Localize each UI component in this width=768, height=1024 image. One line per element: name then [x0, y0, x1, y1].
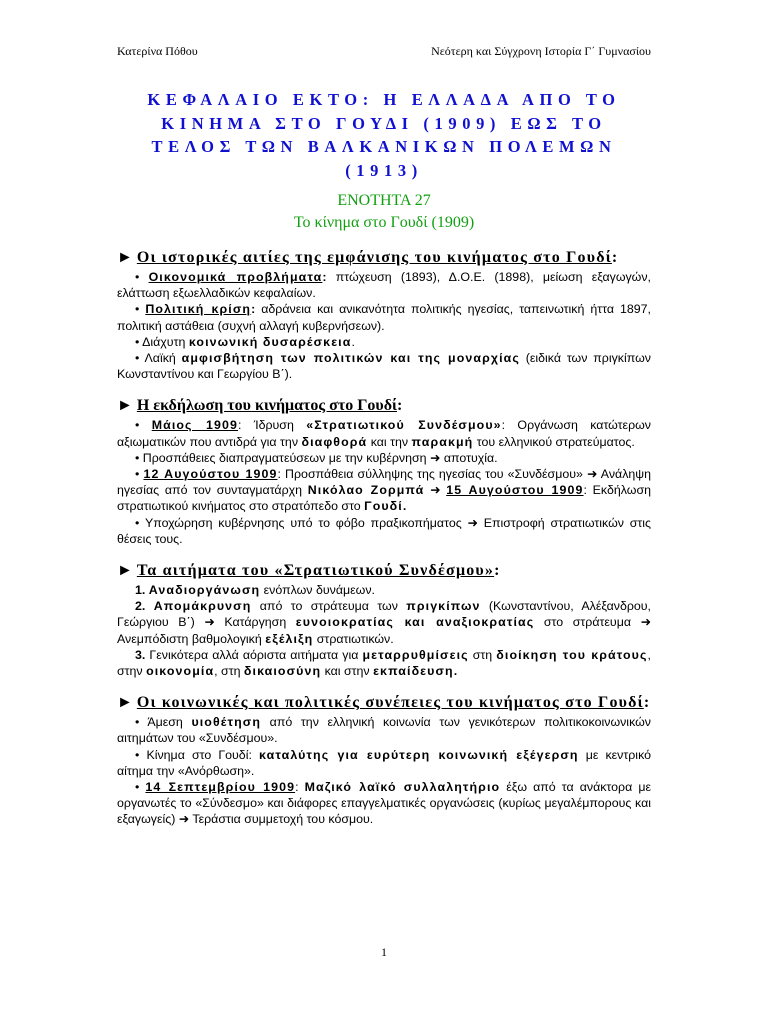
list-item — [117, 417, 651, 449]
item-text: στρατιωτικών. — [313, 631, 394, 646]
page-number: 1 — [381, 945, 387, 959]
section-title: Η εκδήλωση του κινήματος στο Γουδί — [136, 397, 397, 415]
chapter-title-line-3: ΤΕΛΟΣ ΤΩΝ ΒΑΛΚΑΝΙΚΩΝ ΠΟΛΕΜΩΝ — [151, 137, 617, 156]
list-item — [117, 582, 651, 598]
list-item — [117, 714, 651, 746]
bullet-icon: • — [135, 450, 140, 465]
key-term: εξέλιξη — [265, 631, 314, 646]
item-text: Ανεμπόδιστη βαθμολογική — [117, 631, 266, 646]
item-text: και στην — [321, 664, 374, 679]
item-text: Διάχυτη — [142, 334, 189, 349]
item-text: (ειδικά των πριγκίπων Κωνσταντίνου και Γεωργίου Β΄). — [117, 351, 651, 382]
colon: : — [251, 302, 256, 317]
arrow-right-icon: ➜ — [204, 615, 215, 630]
header-author: Κατερίνα Πόθου — [117, 44, 198, 58]
section-consequences-heading — [117, 693, 651, 712]
item-text: Προσπάθειες διαπραγματεύσεων με την κυβέρνηση — [142, 450, 430, 465]
item-text: αδράνεια και ανικανότητα πολιτικής ηγεσίας, ταπεινωτική ήττα 1897, πολιτική αστάθεια (συχνή αλλαγή κυβερνήσεων). — [117, 302, 651, 333]
unit-number: ΕΝΟΤΗΤΑ 27 — [337, 192, 431, 209]
item-number: 2. — [135, 599, 146, 614]
list-item — [117, 350, 651, 382]
bullet-icon: • — [135, 302, 140, 317]
list-item — [117, 515, 651, 547]
item-text: από το στράτευμα των — [251, 599, 407, 614]
triangle-bullet-icon: ► — [117, 397, 133, 415]
item-text: ενόπλων δυνάμεων. — [260, 583, 375, 598]
date-term: 15 Αυγούστου 1909 — [446, 483, 584, 498]
key-term: οικονομία — [146, 664, 215, 679]
item-number: 1. — [135, 583, 146, 598]
bullet-icon: • — [135, 747, 140, 762]
key-term: διαφθορά — [301, 434, 368, 449]
item-text: Γενικότερα αλλά αόριστα αιτήματα για — [145, 647, 363, 662]
key-term: «Στρατιωτικού Συνδέσμου» — [306, 418, 502, 433]
date-term: 14 Σεπτεμβρίου 1909 — [145, 780, 296, 795]
key-term: Αναδιοργάνωση — [148, 583, 261, 598]
arrow-right-icon: ➜ — [430, 450, 441, 465]
section-title: Τα αιτήματα του «Στρατιωτικού Συνδέσμου» — [136, 562, 495, 580]
bullet-icon: • — [135, 467, 140, 482]
key-term: μεταρρυθμίσεις — [362, 647, 469, 662]
key-term: Νικόλαο Ζορμπά — [307, 483, 425, 498]
item-text: Ανάληψη ηγεσίας από τον συνταγματάρχη — [117, 467, 652, 498]
colon: : — [322, 270, 327, 284]
section-title: Οι κοινωνικές και πολιτικές συνέπειες του κινήματος στο Γουδί — [136, 694, 644, 712]
item-text: : Ίδρυση — [238, 418, 307, 433]
item-text: Κίνημα στο Γουδί: — [146, 747, 259, 762]
item-text: : Εκδήλωση στρατιωτικού κινήματος στο στρατόπεδο στο — [117, 483, 651, 514]
bullet-icon: • — [135, 515, 140, 530]
bullet-icon: • — [135, 334, 140, 349]
list-item — [117, 269, 651, 301]
section-title: Οι ιστορικές αιτίες της εμφάνισης του κινήματος στο Γουδί — [136, 249, 612, 266]
section-colon: : — [611, 249, 618, 266]
item-text: Υποχώρηση κυβέρνησης υπό το φόβο πραξικοπήματος — [144, 515, 468, 530]
arrow-right-icon: ➜ — [430, 483, 441, 498]
key-term: δικαιοσύνη — [243, 664, 322, 679]
item-text: αποτυχία. — [440, 450, 498, 465]
bullet-icon: • — [135, 715, 140, 730]
key-term: εκπαίδευση. — [373, 664, 459, 679]
item-text: . — [351, 334, 355, 349]
header-course: Νεότερη και Σύγχρονη Ιστορία Γ΄ Γυμνασίου — [431, 44, 651, 58]
list-item — [117, 598, 651, 647]
key-term: Πολιτική κρίση — [145, 302, 252, 317]
unit-heading — [117, 190, 651, 234]
list-item — [117, 301, 651, 333]
bullet-icon: • — [135, 780, 140, 795]
date-term: Μάιος 1909 — [151, 418, 239, 433]
section-colon: : — [494, 562, 500, 580]
item-text: : — [295, 780, 305, 795]
bullet-icon: • — [135, 418, 140, 433]
item-text: Κατάργηση — [214, 615, 296, 630]
key-term: ευνοιοκρατίας και αναξιοκρατίας — [295, 615, 535, 630]
key-term: Απομάκρυνση — [153, 599, 252, 614]
key-term: καταλύτης για ευρύτερη κοινωνική εξέγερση — [259, 747, 579, 762]
item-text: με κεντρικό αίτημα την «Ανόρθωση». — [117, 747, 651, 778]
list-item — [117, 334, 651, 350]
section-demands-heading — [117, 561, 651, 580]
triangle-bullet-icon: ► — [117, 694, 133, 712]
chapter-title-line-4: (1913) — [345, 160, 423, 180]
key-term: πριγκίπων — [406, 599, 481, 614]
item-number: 3. — [135, 647, 146, 662]
chapter-title-line-1: ΚΕΦΑΛΑΙΟ ΕΚΤΟ: Η ΕΛΛΑΔΑ ΑΠΟ ΤΟ — [147, 90, 621, 109]
triangle-bullet-icon: ► — [117, 562, 133, 580]
item-text: Επιστροφή στρατιωτικών στις θέσεις τους. — [117, 515, 652, 546]
arrow-right-icon: ➜ — [178, 812, 190, 827]
arrow-right-icon: ➜ — [467, 515, 478, 530]
unit-title: Το κίνημα στο Γουδί (1909) — [293, 214, 475, 231]
item-text: , στην — [117, 647, 651, 679]
item-text: του ελληνικού στρατεύματος. — [473, 434, 635, 449]
key-term: υιοθέτηση — [191, 715, 261, 730]
key-term: κοινωνική δυσαρέσκεια — [188, 334, 352, 349]
section-colon: : — [397, 397, 403, 415]
date-term: 12 Αυγούστου 1909 — [143, 467, 278, 482]
item-text: (Κωνσταντίνου, Αλέξανδρου, Γεώργιου Β΄) — [117, 599, 651, 630]
document-body — [117, 88, 651, 828]
item-text: έξω από τα ανάκτορα με οργανωτές το «Σύνδεσμο» και διάφορες επαγγελματικές οργανώσεις (κυρίως μεγαλέμπορους και εξαγωγείς) — [117, 780, 651, 827]
item-text: στη — [468, 647, 497, 662]
key-term: παρακμή — [411, 434, 474, 449]
item-text: πτώχευση (1893), Δ.Ο.Ε. (1898), μείωση εξαγωγών, ελάττωση εξωελλαδικών κεφαλαίων. — [117, 270, 651, 301]
key-term: Μαζικό λαϊκό συλλαλητήριο — [304, 780, 501, 795]
item-text: στο στράτευμα — [534, 615, 641, 630]
item-text: , στη — [214, 664, 244, 679]
arrow-right-icon: ➜ — [587, 467, 598, 482]
list-item — [117, 647, 651, 679]
list-item — [117, 450, 651, 466]
section-colon: : — [643, 694, 650, 712]
chapter-title-line-2: ΚΙΝΗΜΑ ΣΤΟ ΓΟΥΔΙ (1909) ΕΩΣ ΤΟ — [161, 113, 607, 133]
item-text: Τεράστια συμμετοχή του κόσμου. — [189, 812, 374, 827]
list-item — [117, 466, 651, 515]
item-text: από την ελληνική κοινωνία των γενικότερων πολιτικοκοινωνικών αιτημάτων του «Συνδέσμου». — [117, 715, 651, 746]
bullet-icon: • — [135, 270, 140, 284]
item-text: Λαϊκή — [144, 351, 182, 366]
key-term: Γουδί. — [364, 499, 408, 514]
arrow-right-icon: ➜ — [640, 615, 651, 630]
section-outbreak-heading — [117, 396, 651, 415]
list-item — [117, 779, 651, 828]
key-term: Οικονομικά προβλήματα — [148, 270, 323, 284]
item-text: : Οργάνωση κατώτερων αξιωματικών που αντιδρά για την — [117, 418, 651, 449]
list-item — [117, 747, 651, 779]
item-text: και την — [367, 434, 412, 449]
section-causes-heading — [117, 248, 651, 267]
key-term: αμφισβήτηση των πολιτικών και της μοναρχίας — [181, 351, 520, 366]
key-term: διοίκηση του κράτους — [496, 647, 648, 662]
chapter-title — [117, 88, 651, 182]
item-text: Άμεση — [147, 715, 192, 730]
bullet-icon: • — [135, 351, 140, 366]
item-text: : Προσπάθεια σύλληψης της ηγεσίας του «Συνδέσμου» — [277, 467, 587, 482]
triangle-bullet-icon: ► — [117, 249, 133, 266]
